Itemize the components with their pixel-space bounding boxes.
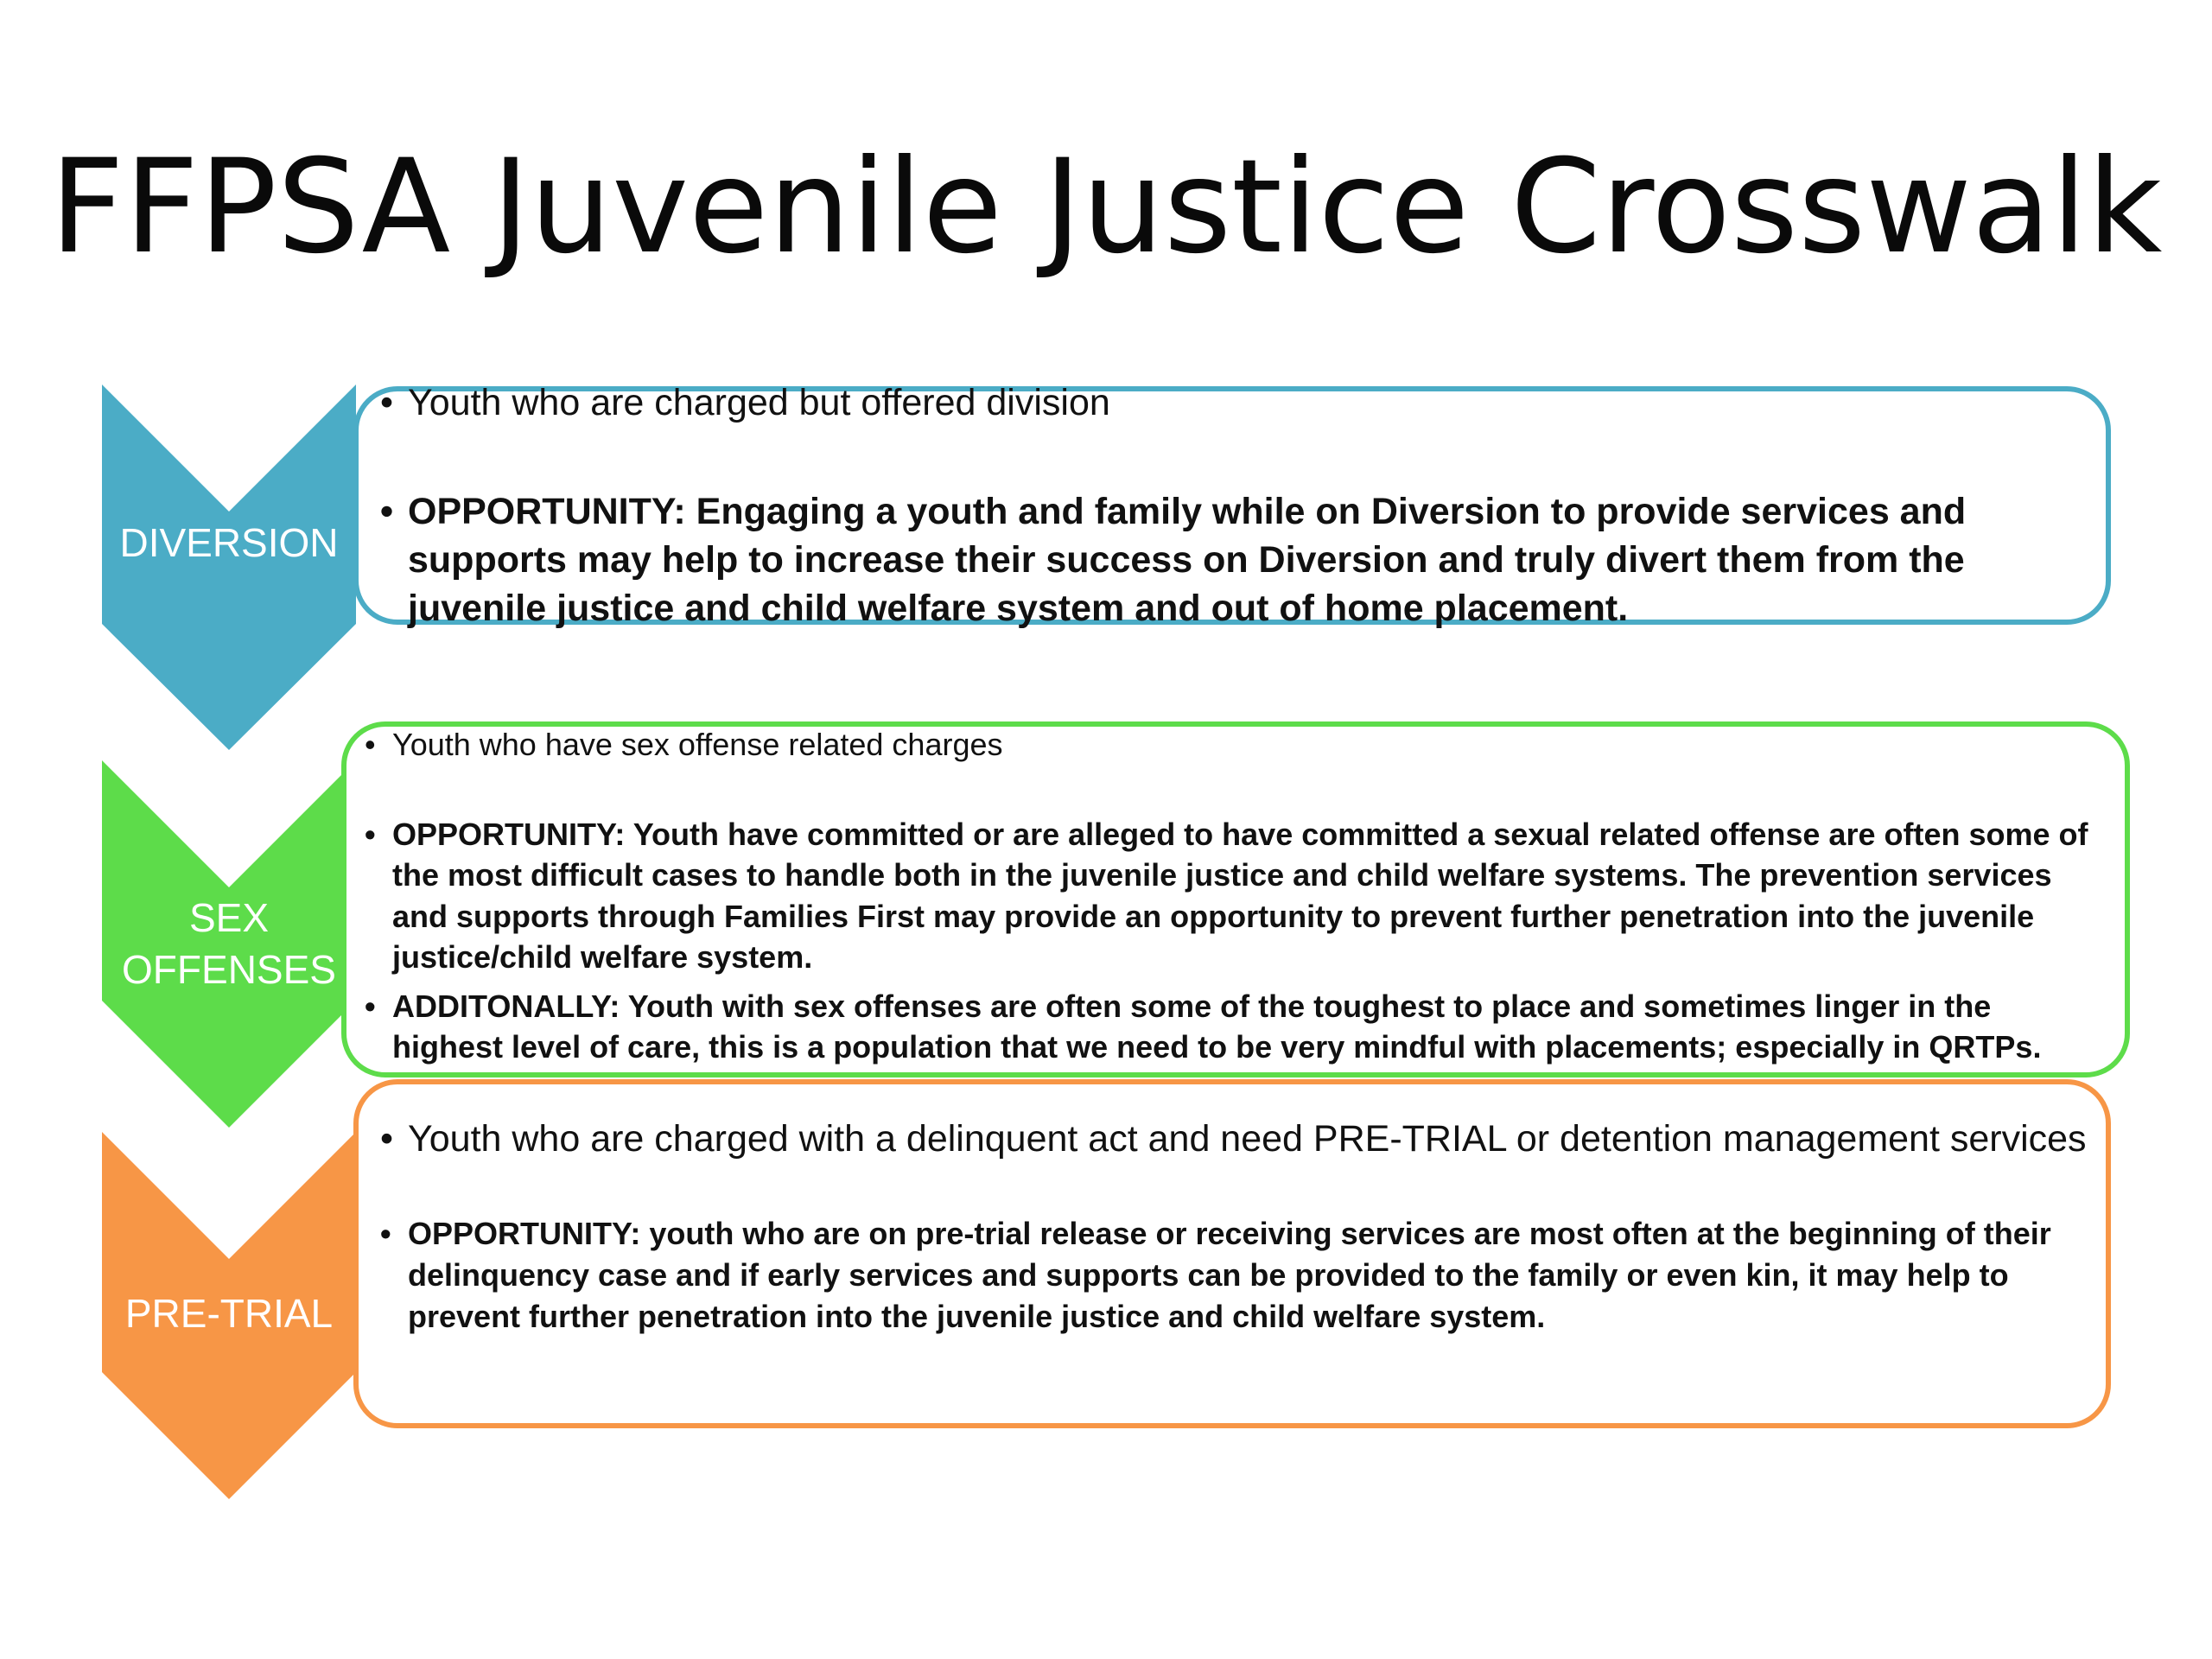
sex-offenses-bullets: [365, 724, 2110, 1068]
pre-trial-bullets: [380, 1115, 2091, 1338]
opportunity-label: OPPORTUNITY:: [408, 1216, 641, 1251]
sex-offenses-chevron: [102, 760, 344, 1128]
additionally-label: ADDITONALLY:: [392, 988, 620, 1024]
slide-title: FFPSA Juvenile Justice Crosswalk: [49, 132, 2163, 283]
diversion-chevron: [102, 385, 356, 750]
sex-offenses-bullet-1: • Youth who have sex offense related charges: [365, 724, 2110, 766]
sex-offenses-bullet-2: • OPPORTUNITY: Youth have committed or are alleged to have committed a sexual related offense are often some of the most difficult cases to handle both in the juvenile justice and child welfare systems. The prevention services and supports through Families First may provide an opportunity to prevent further penetration into the juvenile justice/child welfare system.: [365, 814, 2110, 978]
pre-trial-bullet-2: • OPPORTUNITY: youth who are on pre-trial release or receiving services are most often at the beginning of their delinquency case and if early services and supports can be provided to the family or even kin, it may help to prevent further penetration into the juvenile justice and child welfare system.: [380, 1213, 2091, 1338]
sex-offenses-label-line-1: SEX: [188, 895, 270, 940]
sex-offenses-label-line-2: OFFENSES: [122, 947, 336, 992]
pre-trial-label: PRE-TRIAL: [124, 1291, 334, 1336]
sex-offenses-bullet-3: • ADDITONALLY: Youth with sex offenses are often some of the toughest to place and sometimes linger in the highest level of care, this is a population that we need to be very mindful with placements; especially in QRTPs.: [365, 986, 2110, 1068]
diversion-bullets: [380, 378, 2091, 632]
diversion-bullet-2: • OPPORTUNITY: Engaging a youth and family while on Diversion to provide services and supports may help to increase their success on Diversion and truly divert them from the juvenile justice and child welfare system and out of home placement.: [380, 487, 2091, 632]
opportunity-label: OPPORTUNITY:: [392, 816, 626, 852]
diversion-label: DIVERSION: [119, 520, 339, 565]
diversion-bullet-1: • Youth who are charged but offered division: [380, 378, 2091, 427]
pre-trial-bullet-1: • Youth who are charged with a delinquent act and need PRE-TRIAL or detention management services: [380, 1115, 2091, 1163]
